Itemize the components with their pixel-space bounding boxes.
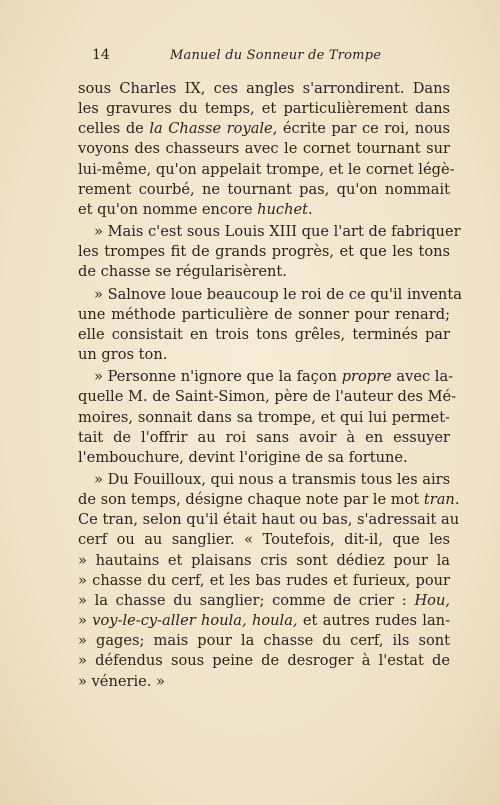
text-line xyxy=(78,180,450,200)
text-line xyxy=(78,160,455,180)
paragraph xyxy=(78,222,461,282)
text-run: sous Charles IX, ces angles s'arrondirent. Dans xyxy=(78,80,450,97)
text-run: un gros ton. xyxy=(78,346,168,364)
running-head: Manuel du Sonneur de Trompe xyxy=(170,48,382,63)
text-run: » Du Fouilloux, qui nous a transmis tous les airs xyxy=(94,470,451,488)
text-line xyxy=(78,651,450,671)
text-run: » la chasse du sanglier; comme de crier : xyxy=(78,591,415,609)
text-run: les trompes fit de grands progrès, et que les tons xyxy=(78,243,450,261)
text-line xyxy=(78,139,450,159)
text-run: quelle M. de Saint-Simon, père de l'auteur des Mé- xyxy=(78,388,457,406)
text-line xyxy=(78,285,462,305)
text-line xyxy=(78,510,460,530)
text-line xyxy=(78,672,450,692)
italic-run: voy-le-cy-aller houla, houla, xyxy=(92,612,298,630)
italic-run: propre xyxy=(341,368,392,386)
text-line xyxy=(78,408,450,428)
text-line xyxy=(78,428,450,448)
italic-run: huchet xyxy=(257,200,308,218)
text-line xyxy=(78,325,450,345)
text-line xyxy=(78,551,450,571)
text-run: celles de xyxy=(78,120,150,138)
text-line xyxy=(78,448,450,468)
text-line xyxy=(78,222,461,242)
text-line xyxy=(78,611,450,631)
text-run: Ce tran, selon qu'il était haut ou bas, s'adressait au xyxy=(78,511,460,529)
text-run: elle consistait en trois tons grêles, terminés par xyxy=(78,325,450,343)
text-run: voyons des chasseurs avec le cornet tournant sur xyxy=(78,140,450,158)
text-run: et qu'on nomme encore xyxy=(78,200,258,218)
text-line xyxy=(78,242,450,262)
text-line xyxy=(78,262,450,282)
body-text xyxy=(78,79,462,694)
text-line xyxy=(78,119,450,139)
text-run: de son temps, désigne chaque note par le mot xyxy=(78,491,424,509)
text-line xyxy=(78,345,450,365)
text-run: » vénerie. » xyxy=(78,672,165,690)
text-line xyxy=(78,99,450,119)
text-run: cerf ou au sanglier. « Toutefois, dit-il, que les xyxy=(78,531,450,549)
text-run: . xyxy=(454,491,460,509)
text-line xyxy=(78,387,457,407)
text-run: une méthode particulière de sonner pour renard; xyxy=(78,305,450,323)
page-number: 14 xyxy=(92,47,110,63)
text-run: avec la- xyxy=(391,368,454,386)
paragraph xyxy=(78,367,457,468)
text-run: » Personne n'ignore que la façon xyxy=(94,368,342,386)
text-line xyxy=(78,530,450,550)
text-run: » xyxy=(78,612,93,630)
text-line xyxy=(78,367,454,387)
text-run: » Salnove loue beaucoup le roi de ce qu'il inventa xyxy=(94,285,462,303)
text-line xyxy=(78,571,450,591)
text-line xyxy=(78,591,450,611)
italic-run: Hou, xyxy=(414,591,450,609)
text-run: et autres rudes lan- xyxy=(297,612,450,630)
text-line xyxy=(78,200,450,220)
page-header xyxy=(78,47,456,67)
text-run: » Mais c'est sous Louis XIII que l'art de fabriquer xyxy=(94,223,461,241)
text-run: tait de l'offrir au roi sans avoir à en essuyer xyxy=(78,428,450,446)
text-line xyxy=(78,631,450,651)
text-line xyxy=(78,79,450,99)
text-run: de chasse se régularisèrent. xyxy=(78,263,287,281)
text-run: . xyxy=(307,200,313,218)
text-run: les gravures du temps, et particulièrement dans xyxy=(78,100,450,118)
text-run: » chasse du cerf, et les bas rudes et furieux, pour xyxy=(78,571,450,589)
paragraph xyxy=(78,79,455,220)
italic-run: la Chasse royale xyxy=(149,120,273,138)
text-run: l'embouchure, devint l'origine de sa fortune. xyxy=(78,448,408,466)
text-run: » hautains et plaisans cris sont dédiez pour la xyxy=(78,551,450,569)
paragraph xyxy=(78,470,460,692)
italic-run: tran xyxy=(423,491,455,509)
text-run: , écrite par ce roi, nous xyxy=(272,120,450,138)
text-line xyxy=(78,305,450,325)
text-run: » défendus sous peine de desroger à l'estat de xyxy=(78,652,450,670)
text-line xyxy=(78,490,460,510)
header-wavy-rule xyxy=(10,66,456,72)
text-run: moires, sonnait dans sa trompe, et qui lui permet- xyxy=(78,408,450,426)
text-run: lui-même, qu'on appelait trompe, et le cornet légè- xyxy=(78,160,455,178)
text-run: rement courbé, ne tournant pas, qu'on nommait xyxy=(78,180,450,198)
text-line xyxy=(78,470,450,490)
text-run: » gages; mais pour la chasse du cerf, ils sont xyxy=(78,632,450,650)
paragraph xyxy=(78,285,462,366)
